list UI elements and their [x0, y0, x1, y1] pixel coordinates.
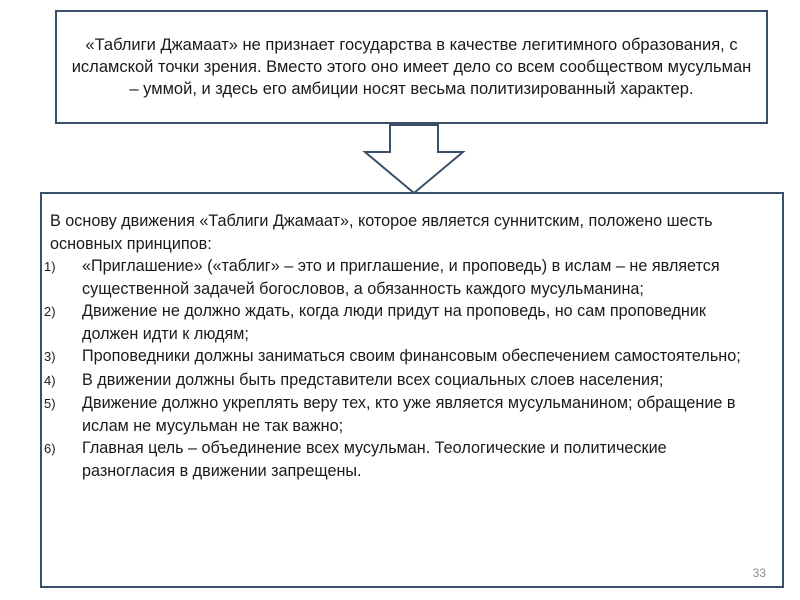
- principle-text: Главная цель – объединение всех мусульман. Теологические и политические разногласия в движении запрещены.: [82, 439, 667, 480]
- principle-text: «Приглашение» («таблиг» – это и приглашение, и проповедь) в ислам – не является существенной задачей богословов, а обязанность каждого мусульманина;: [82, 257, 720, 298]
- principle-item: [44, 300, 764, 345]
- top-statement-text: «Таблиги Джамаат» не признает государства в качестве легитимного образования, с исламской точки зрения. Вместо этого оно имеет дело со всем сообществом мусульман – уммой, и здесь его амбиции носят весьма политизированный характер.: [71, 36, 752, 98]
- principle-item: [44, 369, 764, 393]
- down-arrow-shape: [362, 124, 466, 196]
- principle-item: [44, 392, 764, 437]
- principles-box: [40, 192, 784, 588]
- principle-number: 2): [44, 304, 56, 319]
- principle-number: 1): [44, 259, 56, 274]
- principles-list: [44, 255, 764, 482]
- principle-number: 4): [44, 372, 56, 388]
- page-number: 33: [752, 566, 766, 580]
- principle-text: В движении должны быть представители всех социальных слоев населения;: [82, 370, 664, 389]
- principle-item: [44, 255, 764, 300]
- principle-text: Движение должно укреплять веру тех, кто уже является мусульманином; обращение в ислам не мусульман не так важно;: [82, 394, 736, 435]
- principle-number: 3): [44, 349, 56, 364]
- down-arrow-icon: [362, 124, 466, 196]
- principle-text: Проповедники должны заниматься своим финансовым обеспечением самостоятельно;: [82, 347, 741, 365]
- top-statement-box: [55, 10, 768, 124]
- principle-item: [44, 345, 764, 369]
- principle-number: 6): [44, 441, 56, 456]
- principle-item: [44, 437, 764, 482]
- principles-intro: В основу движения «Таблиги Джамаат», которое является суннитским, положено шесть основных принципов:: [50, 212, 713, 253]
- principle-number: 5): [44, 396, 56, 411]
- principle-text: Движение не должно ждать, когда люди придут на проповедь, но сам проповедник должен идти к людям;: [82, 302, 706, 343]
